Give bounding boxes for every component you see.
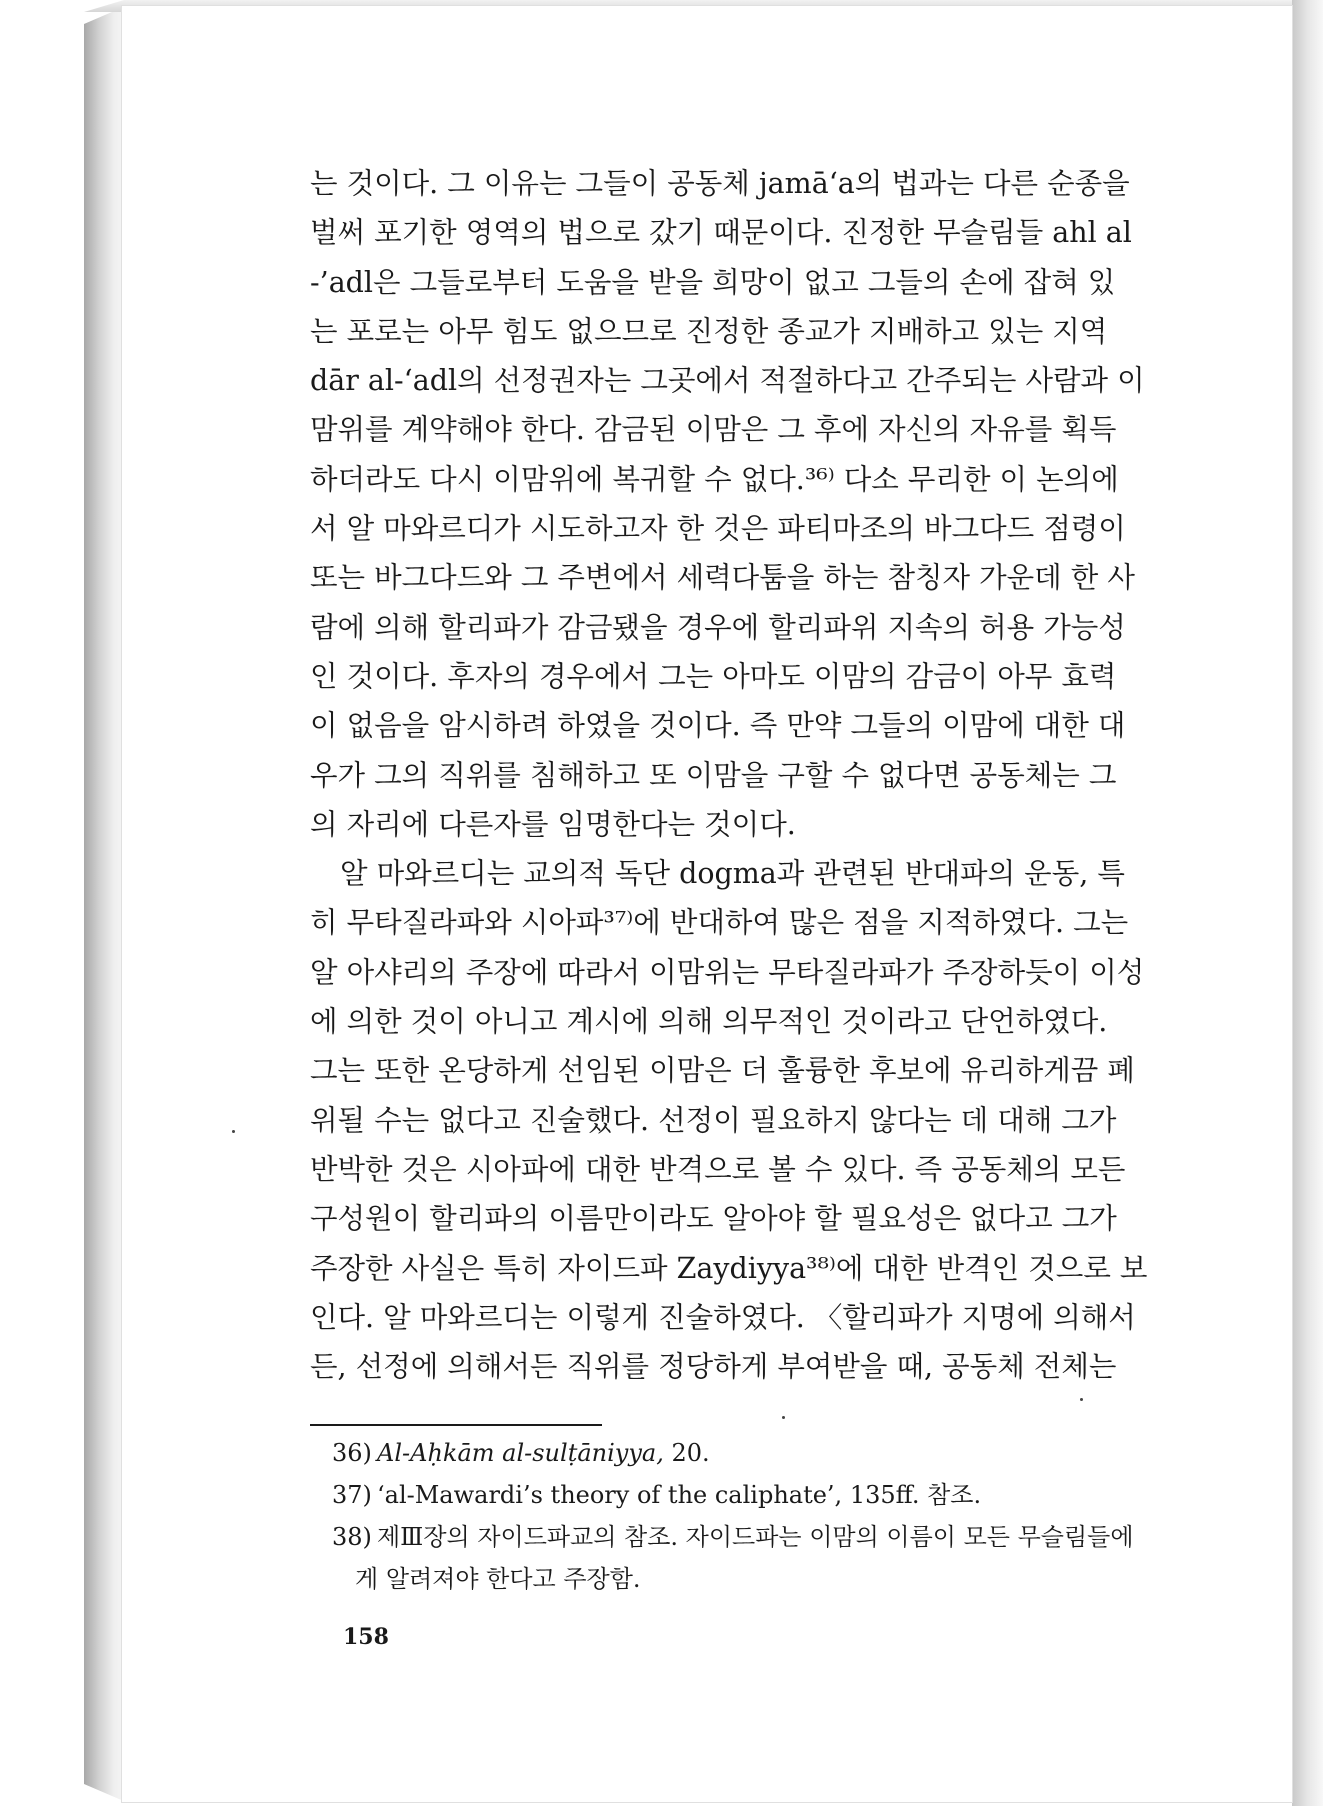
footnote-text: 20. (663, 1439, 710, 1467)
text-line: 위될 수는 없다고 진술했다. 선정이 필요하지 않다는 데 대해 그가 (310, 1103, 1117, 1137)
footnote-36 (332, 1432, 1192, 1474)
footnote-37 (332, 1474, 1192, 1516)
footnote-number: 37) (332, 1481, 372, 1509)
text-line: 그는 또한 온당하게 선임된 이맘은 더 훌륭한 후보에 유리하게끔 폐 (310, 1054, 1135, 1088)
print-speck (1080, 1398, 1083, 1401)
footnote-38 (332, 1516, 1192, 1558)
body-text (310, 159, 1180, 1391)
text-line: dār al-‘adl의 선정권자는 그곳에서 적절하다고 간주되는 사람과 이 (310, 364, 1145, 398)
text-line: 는 것이다. 그 이유는 그들이 공동체 jamā‘a의 법과는 다른 순종을 (310, 167, 1130, 200)
footnote-rule (310, 1424, 602, 1426)
text-line: 든, 선정에 의해서든 직위를 정당하게 부여받을 때, 공동체 전체는 (310, 1350, 1117, 1384)
text-line: 주장한 사실은 특히 자이드파 Zaydiyya³⁸⁾에 대한 반격인 것으로 보 (310, 1251, 1148, 1285)
text-line: 이 없음을 암시하려 하였을 것이다. 즉 만약 그들의 이맘에 대한 대 (310, 709, 1126, 743)
page-edge-shadow (1292, 0, 1323, 1806)
footnote-number: 36) (332, 1439, 372, 1467)
text-line: -’adl은 그들로부터 도움을 받을 희망이 없고 그들의 손에 잡혀 있 (310, 265, 1116, 299)
text-line: 히 무타질라파와 시아파³⁷⁾에 반대하여 많은 점을 지적하였다. 그는 (310, 906, 1129, 940)
paragraph-start-line: 알 마와르디는 교의적 독단 dogma과 관련된 반대파의 운동, 특 (340, 857, 1125, 891)
footnote-title: Al-Aḥkām al-sulṭāniyya, (377, 1439, 664, 1467)
text-line: 맘위를 계약해야 한다. 감금된 이맘은 그 후에 자신의 자유를 획득 (310, 413, 1117, 447)
footnote-number: 38) (332, 1523, 372, 1551)
text-line: 인다. 알 마와르디는 이렇게 진술하였다. 〈할리파가 지명에 의해서 (310, 1300, 1136, 1334)
text-line: 는 포로는 아무 힘도 없으므로 진정한 종교가 지배하고 있는 지역 (310, 314, 1108, 348)
text-line: 또는 바그다드와 그 주변에서 세력다툼을 하는 참칭자 가운데 한 사 (310, 561, 1135, 595)
text-line: 구성원이 할리파의 이름만이라도 알아야 할 필요성은 없다고 그가 (310, 1202, 1117, 1236)
text-line: 인 것이다. 후자의 경우에서 그는 아마도 이맘의 감금이 아무 효력 (310, 659, 1117, 693)
footnote-continuation: 게 알려져야 한다고 주장함. (355, 1565, 641, 1593)
page-number: 158 (343, 1624, 389, 1650)
footnotes (332, 1432, 1192, 1600)
text-line: 알 아샤리의 주장에 따라서 이맘위는 무타질라파가 주장하듯이 이성 (310, 955, 1145, 989)
text-line: 람에 의해 할리파가 감금됐을 경우에 할리파위 지속의 허용 가능성 (310, 610, 1126, 644)
book-spine (84, 6, 126, 1802)
text-line: 하더라도 다시 이맘위에 복귀할 수 없다.³⁶⁾ 다소 무리한 이 논의에 (310, 462, 1119, 496)
text-line: 에 의한 것이 아니고 계시에 의해 의무적인 것이라고 단언하였다. (310, 1005, 1108, 1039)
text-line: 벌써 포기한 영역의 법으로 갔기 때문이다. 진정한 무슬림들 ahl al (310, 216, 1132, 250)
print-speck (782, 1416, 785, 1419)
footnote-text: 제Ⅲ장의 자이드파교의 참조. 자이드파는 이맘의 이름이 모든 무슬림들에 (377, 1523, 1134, 1551)
text-line: 서 알 마와르디가 시도하고자 한 것은 파티마조의 바그다드 점령이 (310, 512, 1126, 546)
print-speck (232, 1130, 235, 1133)
footnote-text: ‘al-Mawardi’s theory of the caliphate’, 135ff. 참조. (377, 1481, 982, 1509)
text-line: 우가 그의 직위를 침해하고 또 이맘을 구할 수 없다면 공동체는 그 (310, 758, 1117, 792)
text-line: 반박한 것은 시아파에 대한 반격으로 볼 수 있다. 즉 공동체의 모든 (310, 1152, 1126, 1186)
text-line: 의 자리에 다른자를 임명한다는 것이다. (310, 807, 796, 841)
